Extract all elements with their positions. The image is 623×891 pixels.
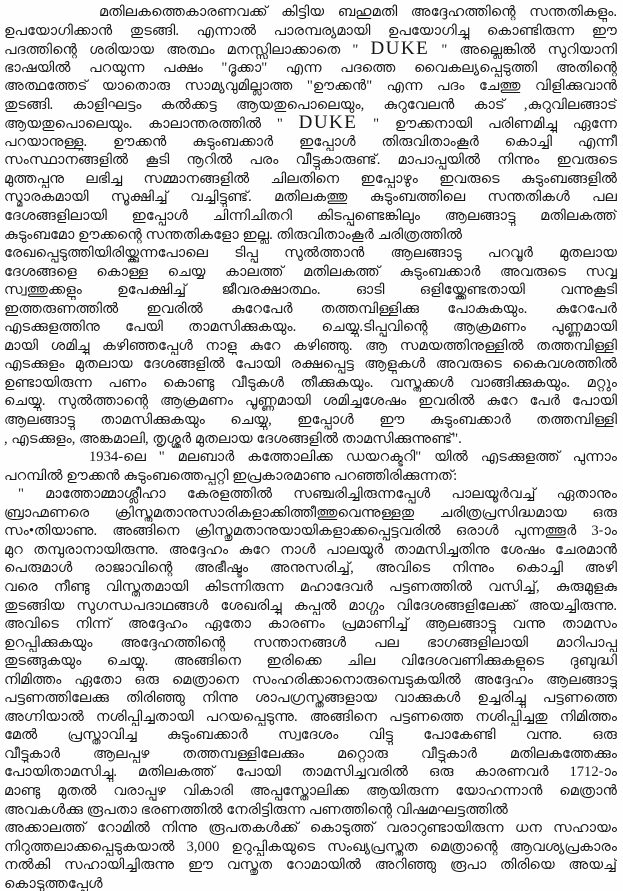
text-line: ദേശങ്ങളിലായി ഇപ്പോൾ ചിന്നിചിതറി കിടപ്പുണ്ടെങ്കിലും ആലങ്ങാട്ടു മതിലകത്ത് (4, 208, 617, 225)
text-line: സംസ്ഥാനങ്ങളിൽ കൂടി നൂറിൽ പരം വീട്ടുകാരുണ്ട്. മാപാപ്പയിൽ നിന്നും ഇവരുടെ (4, 152, 617, 169)
text-line: നിറുത്തലാക്കപ്പെടുകയാൽ 3,000 ഉറുപ്പികയുടെ സംഖ്യപ്രസ്തുത മെത്രാന്റെ ആവശ്യപ്രകാരം (4, 838, 617, 855)
text-line: അക്കാലത്ത് റോമിൽ നിന്നു രൂപതകൾക്ക് കൊടുത്ത് വരാറുണ്ടായിരുന്ന ധന സഹായം (4, 820, 617, 837)
text-line: പറമ്പിൽ ഊക്കൻ കുടുംബത്തെപ്പറ്റി ഇപ്രകാരമാണു പറഞ്ഞിരിക്കുന്നത്: (4, 467, 458, 484)
text-line: ബ്രാഹ്മണരെ ക്രിസ്തുമതാനുസാരികളാക്കിത്തീത്തുവെന്നുള്ളതു ചരിത്രപ്രസിദ്ധമായ ഒരു (4, 504, 617, 521)
text-line: , എടക്കുളം, അങ്കമാലി, തൃശ്ശൂർ മുതലായ ദേശങ്ങളിൽ താമസിക്കുന്നുണ്ട്". (4, 430, 462, 447)
text-line: കുടുംബമോ ഊക്കന്റെ സന്തതികളോ ഇല്ല. തിരുവിതാംകൂർ ചരിത്രത്തിൽ (4, 226, 463, 243)
text-line: സ്വത്തുക്കളും ഉപേക്ഷിച്ച് ജീവരക്ഷാത്ഥം. ഓടി ഒളിയ്ക്കേണ്ടതായി വന്നുകൂടി (4, 282, 617, 299)
text-line: മുത്തപ്പനു ലഭിച്ച സമ്മാനങ്ങളിൽ ചിലതിനെ ഇപ്പോഴും ഇവരുടെ കുടുംബങ്ങളിൽ (4, 170, 617, 187)
latin-word-duke: DUKE (370, 40, 430, 59)
text-line: വരെ നീണ്ടു വിസ്തൃതമായി കിടന്നിരുന്ന മഹാദേവർ പട്ടണത്തിൽ വസിച്ച്, കുരുമുളകു (4, 578, 617, 595)
text-line: ചെയ്യു. സുൽത്താന്റെ ആക്രമണം പൂണ്ണമായി ശമിച്ചശേഷം ഇവരിൽ കുറേ പേർ പോയി (4, 393, 617, 410)
text-line: ഭാഷയിൽ പറയുന്ന പക്ഷം "ദൂക്കാ" എന്ന പദത്തെ വൈകല്യപ്പെടുത്തി അതിന്റെ (4, 59, 617, 76)
text-line: മേൽ പ്രസ്താവിച്ച കുടുംബക്കാർ സ്വദേശം വിട്ടു പോകേണ്ടി വന്നു. ഒരു (4, 727, 617, 744)
text-line: അത്ഥത്തേട് യാതൊരു സാമ്യവുമില്ലാത്ത "ഊക്കൻ" എന്ന പദം ചേത്തു വിളിക്കുവാൻ (4, 78, 617, 95)
text-line: എടക്കുളം മുതലായ ദേശങ്ങളിൽ പോയി രക്ഷപ്പെട്ട ആളുകൾ അവരുടെ കൈവശത്തിൽ (4, 356, 617, 373)
text-line: ഇത്തരുണത്തിൽ ഇവരിൽ കുറേപേർ തത്തമ്പിള്ളിക്കു പോകുകയും. കുറേപേർ (4, 300, 617, 317)
text-line: ദേശങ്ങളെ കൊള്ള ചെയ്യ കാലത്ത് മതിലകത്ത് കുടുംബക്കാർ അവരുടെ സവ്വ (4, 263, 617, 280)
text-line: തുടങ്ങി. കാളിഘട്ടം കൽക്കട്ട ആയതുപൊലെയും, കുറുവേലൻ കാട് ,കുറുവിലങ്ങാട് (4, 96, 617, 113)
text-line: മാണ്ടു മുതൽ വരാപ്പുഴ വികാരി അപ്പസ്തോലിക്ക ആയിരുന്ന യോഹന്നാൻ മെത്രാൻ (4, 782, 617, 799)
text-line: മുറ തമ്പുരാനായിരുന്നു. അദ്ദേഹം കുറേ നാൾ പാലയൂർ താമസിച്ചതിനു ശേഷം ചേരമാൻ (4, 541, 617, 558)
text-line: നിമിത്തം ഏതോ ഒരു മെത്രാനെ സംഹരിക്കാനൊരുമ്പെടുകയിൽ അദ്ദേഹം ആലങ്ങാട്ടു (4, 671, 617, 688)
text-line: എടക്കുളത്തിനു പേയി താമസിക്കുകയും. ചെയ്യു.ടിപ്പുവിന്റെ ആക്രമണം പുണ്ണമായി (4, 319, 617, 336)
text-line: ഉപയോഗിക്കാൻ തുടങ്ങി. എന്നാൽ പാരമ്പര്യമായി ഉപയോഗിച്ചു കൊണ്ടിരുന്ന ഈ (4, 22, 617, 39)
text-line: മതിലകത്തെകാരണവക്ക് കിട്ടിയ ബഹുമതി അദ്ദേഹത്തിന്റെ സന്തതികളും. (99, 4, 617, 20)
text-line: മായി ശമിച്ചു കഴിഞ്ഞപ്പേൾ നാളു കുറേ കഴിഞ്ഞു. ആ സമയത്തിനുള്ളിൽ തത്തമ്പിള്ളി (4, 337, 617, 354)
text-block (4, 3, 617, 891)
text-line: ഉറപ്പിക്കുകയും അദ്ദേഹത്തിന്റെ സന്താനങ്ങൾ പല ഭാഗങ്ങളിലായി മാറിപാപ്പു (4, 634, 617, 651)
text-line: സം•തിയാണു. അങ്ങിനെ ക്രിസ്തുമതാനുയായികളാക്കപ്പെട്ടവരിൽ ഒരാൾ പുന്നത്തൂർ 3-ാം (4, 523, 617, 540)
text-line: അവിടെ നിന്ന് അദ്ദേഹം ഏതോ കാരണം പ്രമാണിച്ച് ആലങ്ങാട്ടു വന്നു താമസം (4, 616, 617, 633)
latin-word-duke: DUKE (298, 114, 358, 133)
text-line: 1934-ലെ " മലബാർ കത്തോലിക്ക ഡയറക്ടറി" യിൽ എടക്കുളത്ത് പുന്നാം (89, 449, 617, 466)
text-line: പോയിതാമസിച്ചു. മതിലകത്ത് പോയി താമസിച്ചവരിൽ ഒരു കാരണവർ 1712-ാം (4, 764, 617, 781)
text-line: പട്ടണത്തിലേക്കു തിരിഞ്ഞു നിന്നു ശാപഗ്രസ്തങ്ങളായ വാക്കുകൾ ഉച്ചരിച്ചു പട്ടണത്തെ (4, 690, 617, 707)
text-line: ഉണ്ടായിരുന്ന പണം കൊണ്ടു വീടുകൾ തീക്കുകയും. വസ്തുക്കൾ വാങ്ങിക്കുകയും. മറ്റും (4, 374, 617, 391)
text-line: പദത്തിന്റെ ശരിയായ അത്ഥം മനസ്സിലാക്കാതെ " DUKE " അല്ലെങ്കിൽ സുറിയാനി (4, 40, 617, 59)
text-line: ആയതുപൊലെയും. കാലാന്തരത്തിൽ " DUKE " ഊക്കനായി പരിണമിച്ചു ഏന്നേ (4, 114, 617, 133)
text-line: വീട്ടുകാർ ആലപ്പുഴ തത്തമ്പള്ളിലേക്കും മറ്റൊരു വീട്ടുകാർ മതിലകത്തേക്കും (4, 745, 617, 762)
text-line: രേഖപ്പെടുത്തിയിരിയ്ക്കുന്നപോലെ ടിപ്പു സുൽത്താൻ ആലങ്ങാടു പറവൂർ മുതലായ (4, 245, 617, 262)
text-line: ആലങ്ങാട്ടു താമസിക്കുകയും ചെയ്യു, ഇപ്പോൾ ഈ കുടുംബക്കാർ തത്തമ്പിള്ളി (4, 412, 617, 429)
text-line: " മാത്തോമ്മാശ്ലീഹാ കേരളത്തിൽ സഞ്ചരിച്ചിരുന്നപ്പേൾ പാലയൂർവച്ച് ഏതാനും (18, 486, 617, 503)
text-line: പറയാനുള്ളു. ഊക്കൻ കുടുംബക്കാർ ഇപ്പോൾ തിരുവിതാംകൂർ കൊച്ചി എന്നീ (4, 133, 617, 150)
text-line: അവകൾക്കു രൂപതാ ഭരണത്തിൽ നേരിട്ടിരുന്ന പണത്തിന്റെ വിഷമഘട്ടത്തിൽ (4, 801, 508, 818)
text-line: പെരുമാൾ രാജാവിന്റെ അഭീഷ്ടം അനുസരിച്ച്, അവിടെ നിന്നും കൊച്ചി അഴി (4, 560, 617, 577)
text-line: കൊടുത്തപ്പേൾ (4, 875, 103, 891)
text-line: സ്മാരകമായി സൂക്ഷിച്ച് വച്ചിട്ടുണ്ട്. മതിലകത്തു കുടുംബത്തിലെ സന്തതികൾ പല (4, 189, 617, 206)
text-line: തുടങ്ങിയ സുഗന്ധപദാഥങ്ങൾ ശേഖരിച്ചു കപ്പൽ മാഗ്ഗം വിദേശങ്ങളിലേക്ക് അയച്ചിരുന്നു. (4, 597, 617, 614)
text-line: നൽകി സഹായിച്ചിരുന്നു ഈ വസ്തുത റോമായിൽ അറിഞ്ഞു രൂപാ തിരിയെ അയച്ച് (4, 857, 617, 874)
text-line: അഗ്നിയാൽ നശിപ്പിച്ചതായി പറയപ്പെടുന്നു. അങ്ങിനെ പട്ടണത്തെ നശിപ്പിച്ചതു നിമിത്തം (4, 708, 617, 725)
text-line: തുടങ്ങുകയും ചെയ്യു. അങ്ങിനെ ഇരിക്കെ ചില വിദേശവണിക്കുകളുടെ ദുബുദ്ധി (4, 653, 617, 670)
